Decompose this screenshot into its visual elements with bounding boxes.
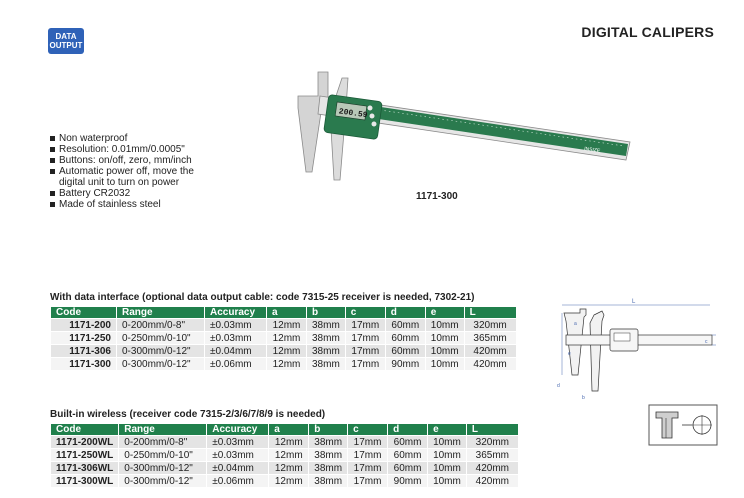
table-cell: 0-250mm/0-10" bbox=[119, 449, 207, 462]
table-cell: ±0.03mm bbox=[205, 319, 267, 332]
dim-label-L: L bbox=[632, 299, 636, 305]
table-cell: 420mm bbox=[466, 462, 518, 475]
interface-table-title: With data interface (optional data output cable: code 7315-25 receiver is needed, 7302-21) bbox=[50, 292, 475, 303]
column-header: a bbox=[267, 307, 307, 319]
feature-item: Resolution: 0.01mm/0.0005" bbox=[50, 144, 194, 155]
table-cell: 60mm bbox=[388, 449, 428, 462]
table-cell: 0-300mm/0-12" bbox=[119, 462, 207, 475]
column-header: c bbox=[345, 307, 385, 319]
page-title: DIGITAL CALIPERS bbox=[581, 24, 714, 40]
table-cell: 90mm bbox=[385, 358, 425, 371]
dim-label-a: a bbox=[574, 321, 577, 327]
table-cell: 12mm bbox=[267, 332, 307, 345]
table-cell: ±0.06mm bbox=[207, 475, 269, 488]
caliper-button-icon bbox=[368, 106, 373, 111]
table-cell: 0-300mm/0-12" bbox=[119, 475, 207, 488]
code-cell: 1171-306 bbox=[51, 345, 117, 358]
table-cell: 17mm bbox=[345, 358, 385, 371]
table-cell: 60mm bbox=[385, 332, 425, 345]
code-cell: 1171-250 bbox=[51, 332, 117, 345]
table-cell: 10mm bbox=[425, 332, 464, 345]
column-header: a bbox=[269, 424, 309, 436]
table-cell: 17mm bbox=[345, 319, 385, 332]
table-cell: 38mm bbox=[309, 462, 348, 475]
table-cell: 12mm bbox=[269, 449, 309, 462]
table-cell: 38mm bbox=[307, 358, 346, 371]
caliper-button-icon bbox=[370, 114, 375, 119]
table-cell: 10mm bbox=[428, 475, 467, 488]
table-cell: 60mm bbox=[388, 462, 428, 475]
column-header: Accuracy bbox=[207, 424, 269, 436]
column-header: d bbox=[388, 424, 428, 436]
interface-spec-table bbox=[50, 306, 517, 371]
caliper-product-image bbox=[284, 68, 634, 183]
table-cell: 17mm bbox=[345, 345, 385, 358]
measurement-type-icon bbox=[648, 404, 718, 446]
feature-item: Battery CR2032 bbox=[50, 188, 194, 199]
table-cell: 60mm bbox=[388, 436, 428, 449]
table-cell: 38mm bbox=[307, 345, 346, 358]
table-cell: 420mm bbox=[466, 475, 518, 488]
table-row bbox=[51, 475, 519, 488]
wireless-spec-table bbox=[50, 423, 519, 488]
column-header: e bbox=[425, 307, 464, 319]
code-cell: 1171-306WL bbox=[51, 462, 119, 475]
caliper-button-icon bbox=[372, 122, 377, 127]
table-cell: 60mm bbox=[385, 319, 425, 332]
dim-label-c: c bbox=[705, 339, 708, 345]
table-cell: 0-200mm/0-8" bbox=[117, 319, 205, 332]
table-cell: 17mm bbox=[348, 475, 388, 488]
column-header: e bbox=[428, 424, 467, 436]
data-output-badge bbox=[48, 28, 84, 54]
badge-line2: OUTPUT bbox=[49, 41, 83, 50]
table-row bbox=[51, 436, 519, 449]
table-cell: 12mm bbox=[267, 345, 307, 358]
table-cell: ±0.03mm bbox=[207, 436, 269, 449]
wireless-table-title: Built-in wireless (receiver code 7315-2/3/6/7/8/9 is needed) bbox=[50, 409, 326, 420]
table-row bbox=[51, 345, 517, 358]
dim-label-e: e bbox=[568, 351, 571, 357]
table-cell: ±0.03mm bbox=[205, 332, 267, 345]
table-cell: 90mm bbox=[388, 475, 428, 488]
column-header: Code bbox=[51, 307, 117, 319]
table-cell: ±0.04mm bbox=[207, 462, 269, 475]
column-header: b bbox=[309, 424, 348, 436]
table-cell: 38mm bbox=[309, 449, 348, 462]
column-header: L bbox=[466, 424, 518, 436]
column-header: L bbox=[464, 307, 516, 319]
product-model-label: 1171-300 bbox=[416, 191, 458, 202]
table-cell: 38mm bbox=[307, 332, 346, 345]
table-cell: 17mm bbox=[348, 462, 388, 475]
table-cell: 38mm bbox=[307, 319, 346, 332]
feature-item: Buttons: on/off, zero, mm/inch bbox=[50, 155, 194, 166]
table-cell: 10mm bbox=[428, 449, 467, 462]
table-cell: 10mm bbox=[425, 319, 464, 332]
table-cell: 365mm bbox=[466, 449, 518, 462]
table-header-row bbox=[51, 424, 519, 436]
table-cell: ±0.06mm bbox=[205, 358, 267, 371]
column-header: b bbox=[307, 307, 346, 319]
table-cell: 12mm bbox=[267, 358, 307, 371]
table-cell: 17mm bbox=[348, 449, 388, 462]
table-cell: 10mm bbox=[428, 462, 467, 475]
column-header: Range bbox=[117, 307, 205, 319]
table-row bbox=[51, 332, 517, 345]
table-cell: 12mm bbox=[269, 475, 309, 488]
table-cell: 38mm bbox=[309, 436, 348, 449]
table-cell: ±0.03mm bbox=[207, 449, 269, 462]
table-cell: 420mm bbox=[464, 358, 516, 371]
caliper-dimension-diagram bbox=[556, 295, 718, 405]
column-header: c bbox=[348, 424, 388, 436]
column-header: Code bbox=[51, 424, 119, 436]
feature-item: Non waterproof bbox=[50, 133, 194, 144]
table-cell: 0-300mm/0-12" bbox=[117, 358, 205, 371]
feature-item: Automatic power off, move the bbox=[50, 166, 194, 177]
table-cell: 0-250mm/0-10" bbox=[117, 332, 205, 345]
table-cell: 17mm bbox=[345, 332, 385, 345]
table-cell: 12mm bbox=[267, 319, 307, 332]
table-cell: 10mm bbox=[425, 358, 464, 371]
dim-label-b: b bbox=[582, 395, 585, 401]
table-row bbox=[51, 449, 519, 462]
code-cell: 1171-200WL bbox=[51, 436, 119, 449]
table-cell: 12mm bbox=[269, 436, 309, 449]
code-cell: 1171-300WL bbox=[51, 475, 119, 488]
feature-item: Made of stainless steel bbox=[50, 199, 194, 210]
table-row bbox=[51, 358, 517, 371]
dim-label-d: d bbox=[557, 383, 560, 389]
table-cell: 320mm bbox=[464, 319, 516, 332]
table-cell: 320mm bbox=[466, 436, 518, 449]
table-cell: 365mm bbox=[464, 332, 516, 345]
table-cell: 12mm bbox=[269, 462, 309, 475]
table-cell: 60mm bbox=[385, 345, 425, 358]
feature-list bbox=[50, 133, 194, 210]
caliper-brand: INSIZE bbox=[583, 146, 601, 155]
feature-item-continued: digital unit to turn on power bbox=[59, 177, 180, 188]
code-cell: 1171-250WL bbox=[51, 449, 119, 462]
table-cell: 10mm bbox=[425, 345, 464, 358]
caliper-display-reading: 200.59 bbox=[338, 107, 368, 121]
table-cell: 10mm bbox=[428, 436, 467, 449]
badge-line1: DATA bbox=[55, 32, 77, 41]
table-cell: 0-200mm/0-8" bbox=[119, 436, 207, 449]
table-row bbox=[51, 319, 517, 332]
table-cell: 17mm bbox=[348, 436, 388, 449]
column-header: Range bbox=[119, 424, 207, 436]
table-cell: 38mm bbox=[309, 475, 348, 488]
table-cell: ±0.04mm bbox=[205, 345, 267, 358]
column-header: d bbox=[385, 307, 425, 319]
code-cell: 1171-300 bbox=[51, 358, 117, 371]
column-header: Accuracy bbox=[205, 307, 267, 319]
table-cell: 420mm bbox=[464, 345, 516, 358]
table-cell: 0-300mm/0-12" bbox=[117, 345, 205, 358]
code-cell: 1171-200 bbox=[51, 319, 117, 332]
table-row bbox=[51, 462, 519, 475]
table-header-row bbox=[51, 307, 517, 319]
